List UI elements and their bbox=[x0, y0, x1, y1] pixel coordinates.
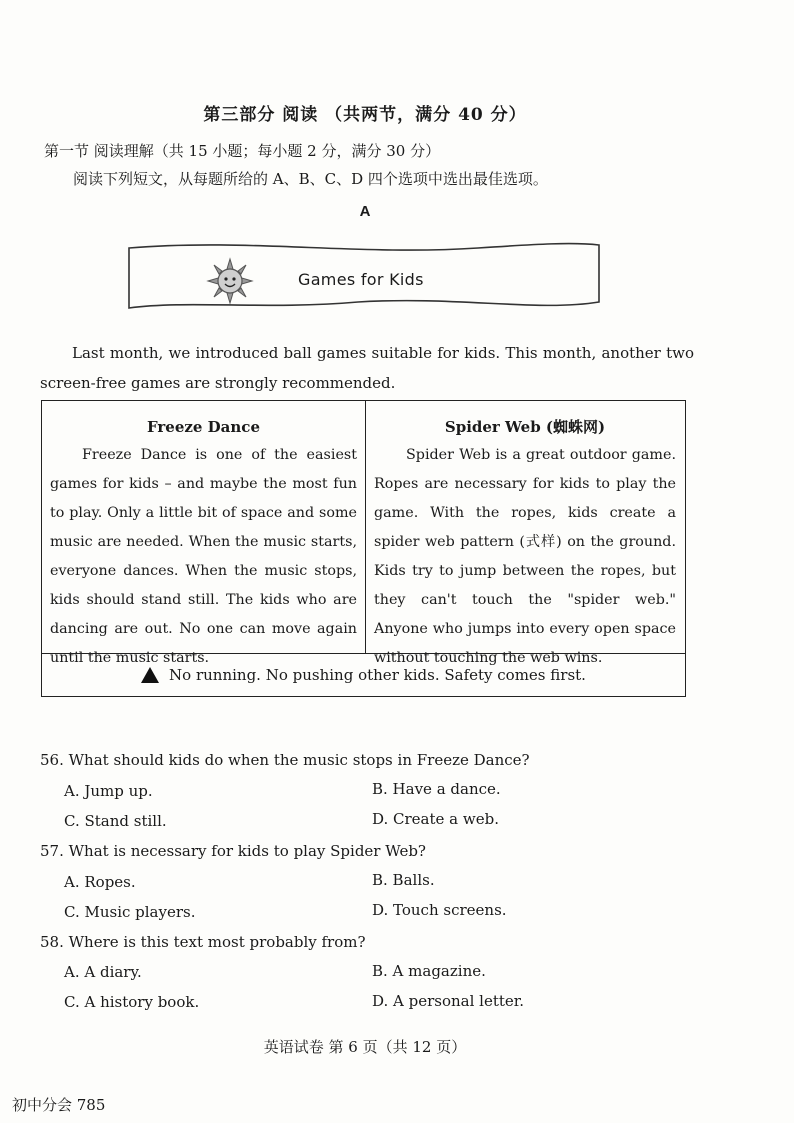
answer-option: A. Jump up. bbox=[64, 782, 153, 800]
corner-note: 初中分会 785 bbox=[12, 1096, 106, 1114]
sun-face-icon bbox=[206, 257, 254, 305]
game-column-spider-web bbox=[366, 401, 684, 666]
games-table bbox=[41, 400, 686, 697]
banner-title: Games for Kids bbox=[298, 270, 424, 289]
section-heading: 第一节 阅读理解（共 15 小题；每小题 2 分，满分 30 分） bbox=[44, 142, 441, 160]
section-instructions: 阅读下列短文，从每题所给的 A、B、C、D 四个选项中选出最佳选项。 bbox=[73, 170, 548, 188]
game-column-freeze-dance bbox=[42, 401, 366, 666]
warning-triangle-icon bbox=[141, 667, 159, 683]
game-description: Freeze Dance is one of the easiest games for kids – and maybe the most fun to play. Only a little bit of space and some music are needed. When the music starts, everyone dances. When the music stops, kids should stand still. The kids who are dancing are out. No one can move again until the music starts. bbox=[50, 447, 357, 666]
answer-option: D. Touch screens. bbox=[372, 901, 507, 919]
answer-option: B. Have a dance. bbox=[372, 780, 501, 798]
answer-option: C. Stand still. bbox=[64, 812, 167, 830]
answer-option: B. A magazine. bbox=[372, 962, 486, 980]
answer-option: D. Create a web. bbox=[372, 810, 499, 828]
intro-paragraph: Last month, we introduced ball games suitable for kids. This month, another two screen-free games are strongly recommended. bbox=[40, 344, 694, 392]
game-title: Spider Web (蜘蛛网) bbox=[444, 418, 606, 436]
part-title: 第三部分 阅读 （共两节，满分 40 分） bbox=[203, 105, 527, 125]
safety-note-row bbox=[42, 653, 685, 696]
games-banner bbox=[128, 240, 600, 312]
game-title: Freeze Dance bbox=[147, 418, 260, 436]
safety-note: No running. No pushing other kids. Safety comes first. bbox=[169, 666, 586, 684]
answer-option: B. Balls. bbox=[372, 871, 435, 889]
question-stem: 56. What should kids do when the music stops in Freeze Dance? bbox=[40, 751, 530, 769]
question-stem: 57. What is necessary for kids to play Spider Web? bbox=[40, 842, 426, 860]
answer-option: A. Ropes. bbox=[64, 873, 136, 891]
answer-option: C. Music players. bbox=[64, 903, 196, 921]
answer-option: C. A history book. bbox=[64, 993, 200, 1011]
passage-label: A bbox=[359, 203, 371, 220]
question-stem: 58. Where is this text most probably from? bbox=[40, 933, 366, 951]
page-footer: 英语试卷 第 6 页（共 12 页） bbox=[263, 1038, 467, 1056]
answer-option: A. A diary. bbox=[64, 963, 142, 981]
answer-option: D. A personal letter. bbox=[372, 992, 525, 1010]
game-description: Spider Web is a great outdoor game. Ropes are necessary for kids to play the game. With the ropes, kids create a spider web pattern (式样) on the ground. Kids try to jump between the ropes, but they can't touch the "spider web." Anyone who jumps into every open space without touching the web wins. bbox=[374, 447, 676, 666]
